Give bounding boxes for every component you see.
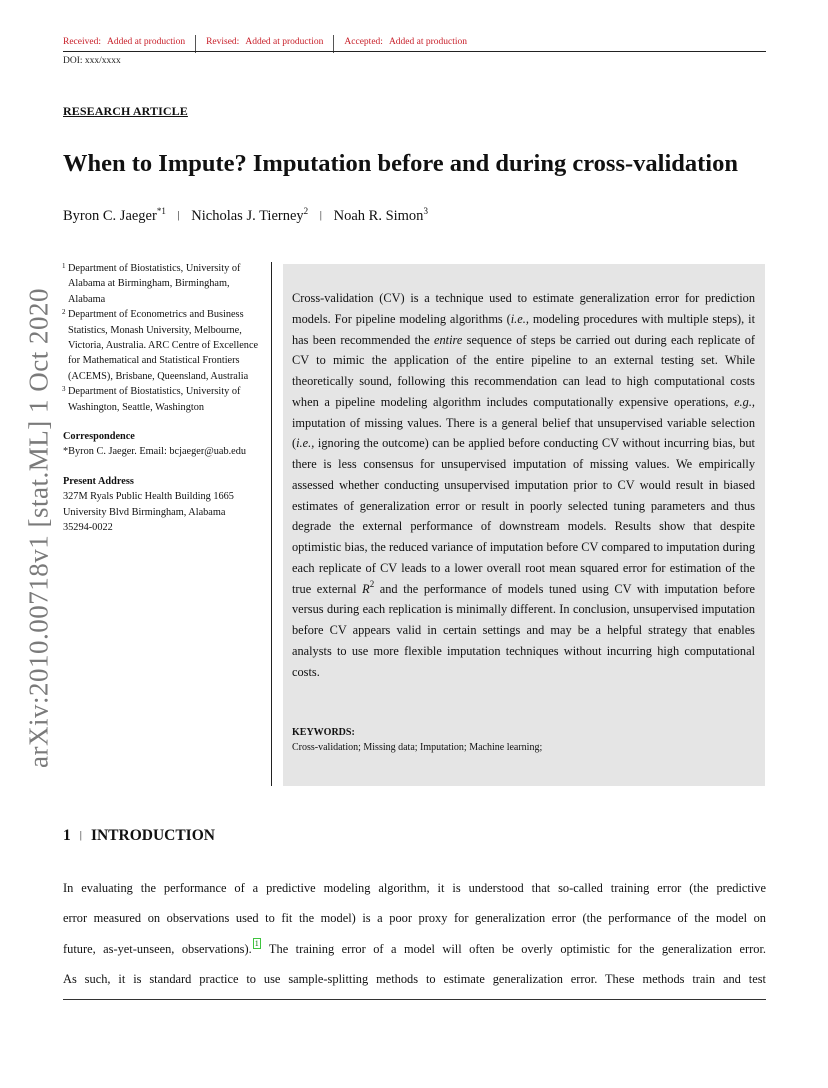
abstract: Cross-validation (CV) is a technique used to estimate generalization error for prediction models. For pipeline modeling algorithms (i.e., modeling procedures with multiple steps), it has been recommended the entire sequence of steps be carried out during each replicate of CV to mimic the application of the entire pipeline to an external testing set. While theoretically sound, following this recommendation can lead to high computational costs when a pipeline modeling algorithm includes computationally expensive operations, e.g., imputation of missing values. There is a general belief that unsupervised variable selection (i.e., ignoring the outcome) can be applied before conducting CV without incurring bias, but there is less consensus for unsupervised imputation of missing values. We empirically assessed whether conducting unsupervised imputation prior to CV would result in biased estimates of generalization error or result in poorly selected tuning parameters and thus degrade the external performance of downstream models. Results show that despite optimistic bias, the reduced variance of imputation before CV compared to imputation during each replicate of CV leads to a lower overall root mean squared error for estimation of the true external $R^2$ and the performance of models tuned using CV with imputation before versus during each replication is minimally different. In conclusion, unsupervised imputation before CV appears valid in certain settings and may be a helpful strategy that enables analysts to use more flexible imputation techniques without incurring high computational costs. [292,291,755,679]
present-address-heading: Present Address [63,475,134,487]
left-column [63,261,268,536]
header-rule [63,51,766,52]
accepted-value: Added at production [388,37,468,47]
author-sup: *1 [156,206,166,216]
author-list [63,208,428,225]
affiliation: 1 Department of Biostatistics, University of Alabama at Birmingham, Birmingham, Alabama [63,261,268,307]
revised-label: Revised: [206,37,240,47]
body-line: As such, it is standard practice to use sample-splitting methods to estimate generalization error. These methods train and test [63,971,766,986]
affiliation-text: Department of Biostatistics, University of Washington, Seattle, Washington [68,386,241,413]
section-number: 1 [63,827,71,844]
section-title: INTRODUCTION [90,827,215,844]
author-sup: 2 [303,206,309,216]
keywords-heading: KEYWORDS: [292,727,355,738]
doi: DOI: xxx/xxxx [63,56,121,66]
affiliation-text: Department of Econometrics and Business Statistics, Monash University, Melbourne, Victoria, Australia. ARC Centre of Excellence for Mathematical and Statistical Frontiers (ACEMS), Brisbane, Queensland, Australia [68,309,259,382]
author-name: Nicholas J. Tierney [191,208,304,224]
section-heading [63,827,215,845]
body-line: error measured on observations used to fit the model) is a poor proxy for generalization error (the performance of the model on [63,911,766,926]
correspondence-text: *Byron C. Jaeger. Email: bcjaeger@uab.edu [63,446,247,458]
received-value: Added at production [106,37,186,47]
affiliation-text: Department of Biostatistics, University of Alabama at Birmingham, Birmingham, Alabama [68,263,241,305]
introduction-text [63,873,766,994]
arxiv-stamp: arXiv:2010.00718v1 [stat.ML] 1 Oct 2020 [23,288,54,768]
keywords-text: Cross-validation; Missing data; Imputation; Machine learning; [292,742,543,753]
accepted-label: Accepted: [344,37,383,47]
present-address-line: 35294-0022 [63,522,113,534]
correspondence-heading: Correspondence [63,431,135,443]
page-title: When to Impute? Imputation before and during cross-validation [63,150,738,177]
footnote-link[interactable]: 1 [254,938,259,948]
body-line: In evaluating the performance of a predictive modeling algorithm, it is understood that so-called training error (the predictive [63,881,766,895]
affiliation: 2 Department of Econometrics and Business Statistics, Monash University, Melbourne, Victoria, Australia. ARC Centre of Excellence for Mathematical and Statistical Frontiers (ACEMS), Brisbane, Queensland, Australia [63,307,268,384]
body-line: future, as-yet-unseen, observations). 1 The training error of a model will often be overly optimistic for the generalization error. [63,938,766,956]
author-separator: | [319,209,322,221]
section-separator: | [79,829,82,841]
author-separator: | [177,209,180,221]
affiliation: 3 Department of Biostatistics, University of Washington, Seattle, Washington [63,384,268,415]
revised-value: Added at production [245,37,324,47]
bottom-rule [63,999,766,1000]
column-divider [271,262,272,786]
author-name: Noah R. Simon [333,208,424,224]
author-name: Byron C. Jaeger [63,208,157,224]
author-sup: 3 [423,206,428,216]
present-address-line: University Blvd Birmingham, Alabama [63,506,226,518]
received-label: Received: [63,37,101,47]
present-address-line: 327M Ryals Public Health Building 1665 [63,491,234,503]
article-type: RESEARCH ARTICLE [63,104,188,118]
